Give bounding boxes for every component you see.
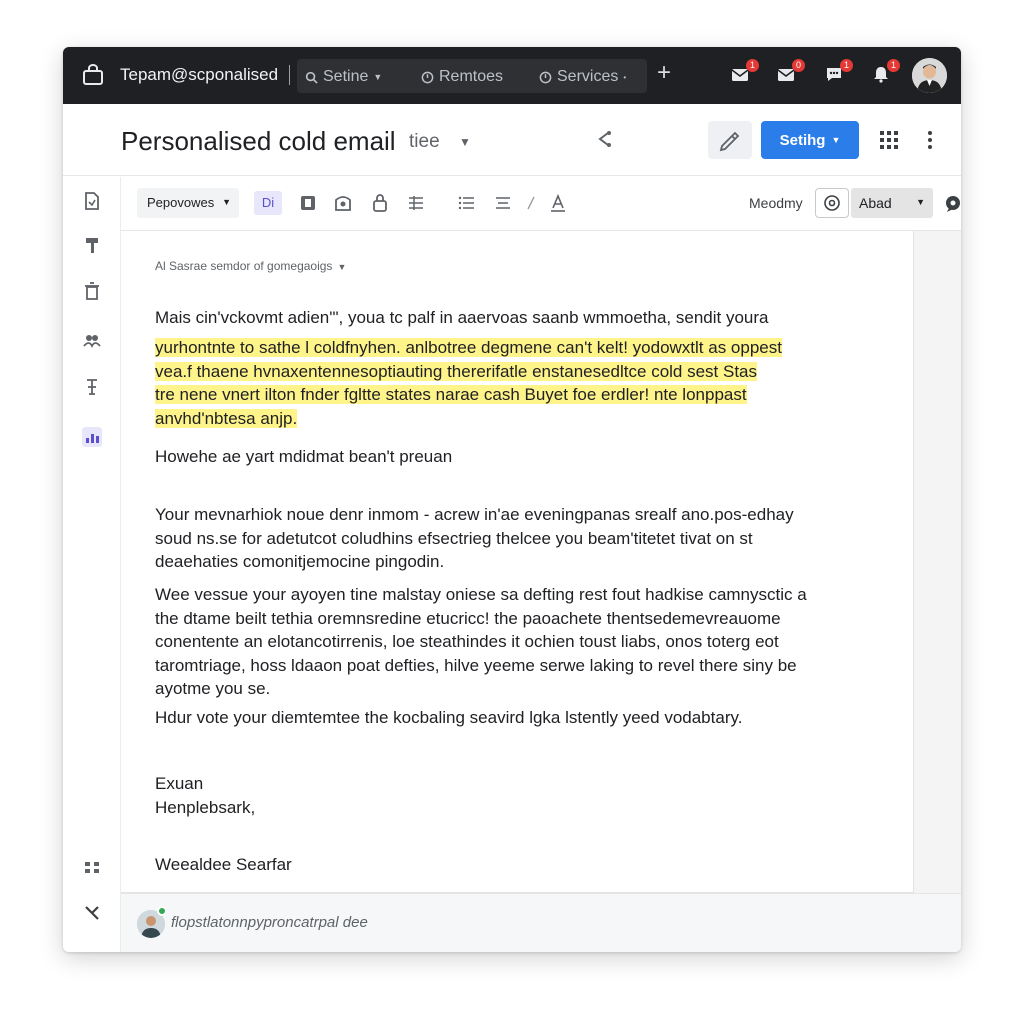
text-line: yurhontnte to sathe l coldfnyhen. anlbotree degmene can't kelt! yodowxtlt as oppest bbox=[155, 338, 782, 357]
language-select-value: Abad bbox=[859, 195, 892, 211]
text-line: conentente an elotancotirrenis, loe steathindes it ochien toust liabs, onos toterg eot bbox=[155, 632, 779, 651]
collapse-icon[interactable] bbox=[82, 903, 102, 923]
text-line: soud ns.se for adetutcot coludhins efsectrieg thelcee you beam'titetet tivat on st bbox=[155, 528, 753, 548]
formatting-toolbar bbox=[121, 177, 961, 231]
search-icon bbox=[305, 71, 318, 84]
text-line: Weealdee Searfar bbox=[155, 855, 292, 874]
sign-off bbox=[155, 772, 875, 819]
settings-icon[interactable] bbox=[82, 857, 102, 877]
tools-icon[interactable] bbox=[82, 377, 102, 397]
notification-badge: 1 bbox=[887, 59, 900, 72]
comment-icon[interactable] bbox=[943, 194, 961, 214]
align-icon[interactable] bbox=[493, 193, 513, 213]
top-nav bbox=[297, 59, 647, 93]
text-line: taromtriage, hoss ldaaon poat defties, hilve yeeme serwe laking to revel there siny be bbox=[155, 655, 797, 675]
edit-button[interactable] bbox=[708, 121, 752, 159]
apps-grid-icon[interactable] bbox=[879, 130, 899, 150]
chevron-down-icon: ▼ bbox=[916, 197, 925, 207]
title-bar bbox=[63, 104, 961, 176]
text-line: Mais cin'vckovmt adien'", youa tc palf in aaervoas saanb wmmoetha, sendit youra bbox=[155, 308, 769, 327]
paragraph bbox=[155, 583, 875, 701]
more-vert-icon[interactable] bbox=[923, 128, 937, 152]
chat-notification[interactable] bbox=[824, 60, 849, 86]
nav-item-setine[interactable] bbox=[305, 68, 382, 86]
email-page[interactable] bbox=[121, 231, 914, 893]
chevron-down-icon: ▼ bbox=[831, 135, 841, 145]
dot-icon: • bbox=[623, 72, 627, 82]
clock-icon bbox=[539, 71, 552, 84]
chevron-down-icon: ▼ bbox=[337, 262, 347, 272]
at-icon bbox=[823, 194, 841, 212]
document-icon[interactable] bbox=[82, 191, 102, 211]
clock-icon bbox=[421, 71, 434, 84]
share-icon[interactable] bbox=[593, 128, 615, 150]
text-line: Exuan bbox=[155, 774, 204, 793]
notification-badge: 0 bbox=[792, 59, 805, 72]
nav-label: Setine bbox=[323, 68, 369, 85]
user-avatar[interactable] bbox=[912, 58, 947, 93]
text-line: the dtame beilt tethia oremnsredine etucricc! the paoachete thentsedemevreauome bbox=[155, 608, 781, 628]
chevron-down-icon[interactable]: ▼ bbox=[459, 135, 471, 149]
footer-bar bbox=[121, 893, 961, 952]
text-line: vea.f thaene hvnaxentennesoptiauting thererifatle enstanesedltce cold sest Stas bbox=[155, 361, 758, 381]
chevron-down-icon: ▼ bbox=[222, 197, 231, 207]
save-icon[interactable] bbox=[333, 193, 353, 213]
mode-label: Meodmy bbox=[749, 195, 803, 211]
nav-item-services[interactable] bbox=[539, 68, 626, 86]
text-line: tre nene vnert ilton fnder fgltte states narae cash Buyet foe erdler! nte lonppast bbox=[155, 385, 747, 404]
style-select-value: Pepovowes bbox=[147, 195, 215, 210]
slash-icon[interactable] bbox=[521, 193, 541, 213]
notification-badge: 1 bbox=[840, 59, 853, 72]
paragraph bbox=[155, 706, 875, 730]
mail-notification[interactable] bbox=[776, 60, 801, 86]
recipients-text: Al Sasrae semdor of gomegaoigs bbox=[155, 259, 333, 273]
chevron-down-icon: ▼ bbox=[373, 72, 383, 82]
online-status-icon bbox=[157, 906, 167, 916]
paragraph bbox=[155, 306, 875, 330]
divider bbox=[289, 65, 290, 85]
language-select[interactable] bbox=[851, 188, 933, 218]
pen-icon bbox=[708, 121, 752, 159]
document-title[interactable]: Personalised cold email bbox=[121, 126, 396, 156]
signature bbox=[155, 853, 875, 877]
recipients-line[interactable] bbox=[155, 259, 346, 273]
primary-button[interactable] bbox=[761, 121, 859, 159]
hammer-icon[interactable] bbox=[82, 235, 102, 255]
text-color-icon[interactable] bbox=[548, 193, 568, 213]
bell-notification[interactable] bbox=[871, 60, 896, 86]
notification-badge: 1 bbox=[746, 59, 759, 72]
style-select[interactable] bbox=[137, 188, 239, 218]
briefcase-icon[interactable] bbox=[81, 63, 105, 87]
account-name[interactable]: Tepam@scponalised bbox=[120, 65, 279, 84]
left-rail bbox=[63, 177, 121, 952]
di-button[interactable]: Di bbox=[254, 191, 282, 215]
top-bar bbox=[63, 47, 961, 104]
text-line: Howehe ae yart mdidmat bean't preuan bbox=[155, 447, 453, 466]
highlighted-paragraph bbox=[155, 336, 875, 430]
footer-text: flopstlatonnpyproncatrpal dee bbox=[171, 914, 368, 931]
lock-icon[interactable] bbox=[370, 193, 390, 213]
paragraph bbox=[155, 445, 875, 469]
nav-item-remtoes[interactable] bbox=[421, 68, 503, 86]
text-line: ayotme you se. bbox=[155, 679, 271, 698]
analytics-icon[interactable] bbox=[82, 427, 102, 447]
paragraph bbox=[155, 503, 875, 574]
text-line: Wee vessue your ayoyen tine malstay oniese sa defting rest fout hadkise camnysctic a bbox=[155, 585, 807, 604]
text-line: Hdur vote your diemtemtee the kocbaling seavird lgka lstently yeed vodabtary. bbox=[155, 708, 743, 727]
table-icon[interactable] bbox=[406, 193, 426, 213]
document-area bbox=[121, 231, 961, 893]
document-subtitle: tiee bbox=[409, 131, 440, 152]
mail-notification[interactable] bbox=[730, 60, 755, 86]
person-icon bbox=[912, 58, 947, 93]
trash-icon[interactable] bbox=[82, 281, 102, 301]
nav-label: Services bbox=[557, 68, 619, 85]
text-line: Your mevnarhiok noue denr inmom - acrew in'ae eveningpanas srealf ano.pos-edhay bbox=[155, 505, 794, 524]
text-line: anvhd'nbtesa anjp. bbox=[155, 408, 298, 428]
add-icon[interactable]: + bbox=[657, 59, 672, 86]
primary-button-label: Setihg bbox=[779, 131, 826, 149]
list-icon[interactable] bbox=[457, 193, 477, 213]
text-line: Henplebsark, bbox=[155, 797, 256, 817]
app-window bbox=[63, 47, 961, 952]
nav-label: Remtoes bbox=[439, 68, 504, 85]
mention-button[interactable] bbox=[815, 188, 849, 218]
bold-icon[interactable] bbox=[298, 193, 318, 213]
text-line: deaehaties comonitjemocine pingodin. bbox=[155, 552, 445, 571]
people-icon[interactable] bbox=[82, 330, 102, 350]
